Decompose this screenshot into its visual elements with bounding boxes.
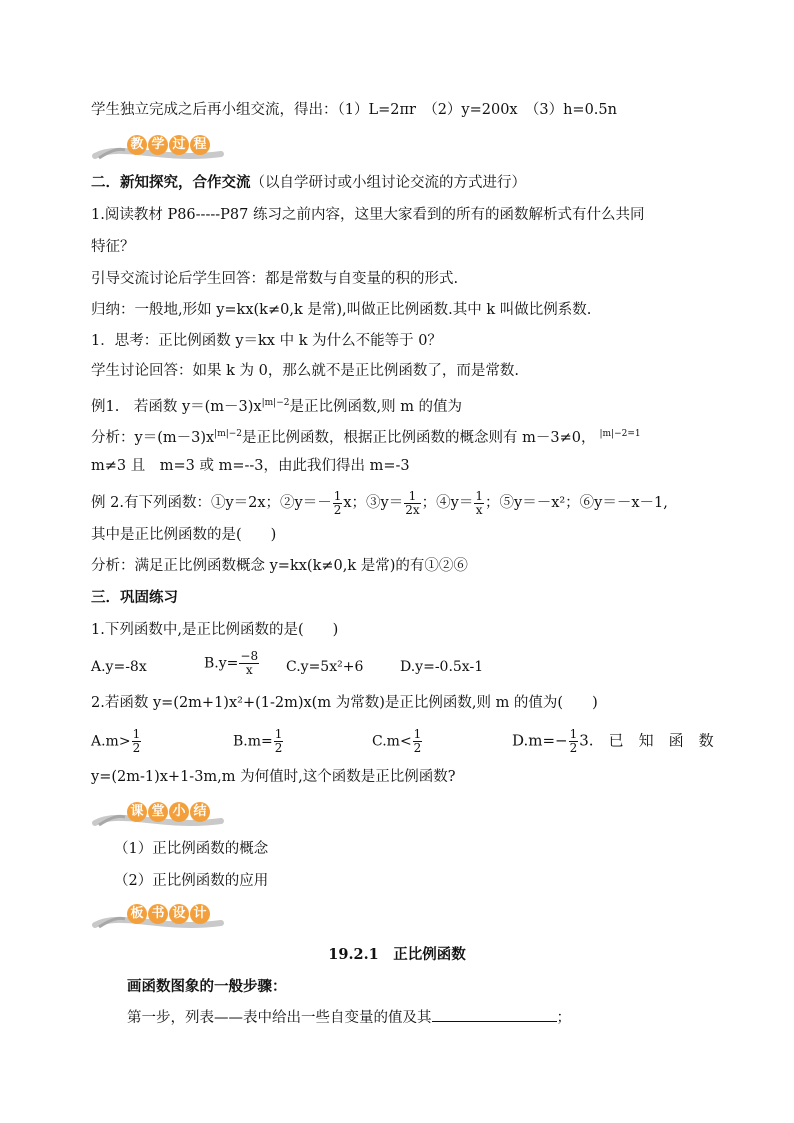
text: B.m=: [233, 733, 273, 750]
fill-in-blank: [432, 1007, 557, 1022]
badge-char: 学: [148, 135, 168, 155]
text: 例1. 若函数 y＝(m－3)x: [91, 398, 262, 415]
question-1: 1.下列函数中,是正比例函数的是( ): [91, 622, 339, 638]
option-c: [372, 728, 423, 755]
option-d: D.y=-0.5x-1: [400, 659, 484, 675]
badge-char: 设: [169, 904, 189, 924]
denominator: 2: [569, 741, 578, 755]
example-2: [91, 488, 668, 518]
question-3: y=(2m-1)x+1-3m,m 为何值时,这个函数是正比例函数?: [91, 769, 456, 785]
text: 是正比例函数，根据正比例函数的概念则有 m－3≠0，: [242, 429, 596, 446]
numerator: 1: [274, 727, 283, 741]
text: 3. 已 知 函 数: [579, 731, 714, 750]
exponent-condition: |m|−2=1: [599, 429, 641, 439]
text: 例 2.有下列函数：①y＝2x；②y＝－: [91, 495, 332, 511]
exponent: |m|−2: [261, 398, 290, 408]
option-b: [204, 650, 260, 677]
option-a: A.y=-8x: [91, 659, 147, 675]
fraction: [274, 728, 284, 755]
text: B.y=: [204, 655, 239, 672]
exponent: |m|−2: [214, 429, 243, 439]
board-step-1: [127, 1007, 571, 1029]
paragraph: m≠3 且 m=3 或 m=--3，由此我们得出 m=-3: [91, 458, 410, 474]
fraction: [474, 490, 484, 517]
fraction: [569, 728, 579, 755]
badge-char: 书: [148, 904, 168, 924]
numerator: 1: [333, 488, 342, 503]
badge-char: 结: [190, 802, 210, 822]
section-badge-teaching-process: [91, 132, 231, 166]
badge-char: 小: [169, 802, 189, 822]
paragraph: 1.阅读教材 P86-----P87 练习之前内容，这里大家看到的所有的函数解析式有什么共同: [91, 207, 645, 223]
numerator: 1: [475, 488, 483, 503]
section-badge-board-design: [91, 901, 231, 935]
denominator: 2: [132, 741, 141, 755]
fraction: [333, 490, 343, 517]
text: 第一步，列表——表中给出一些自变量的值及其: [127, 1010, 432, 1026]
denominator: 2: [413, 741, 422, 755]
numerator: 1: [404, 490, 420, 504]
text: C.m<: [372, 733, 412, 750]
paragraph: 引导交流讨论后学生回答：都是常数与自变量的积的形式.: [91, 271, 459, 287]
fraction: [413, 728, 423, 755]
text: A.m>: [91, 733, 131, 750]
badge-char: 课: [127, 802, 147, 822]
text: ；⑤y＝－x²；⑥y＝－x－1,: [485, 495, 668, 511]
paragraph: 分析：满足正比例函数概念 y=kx(k≠0,k 是常)的有①②⑥: [91, 558, 468, 574]
numerator: 1: [413, 727, 422, 741]
paragraph: 学生独立完成之后再小组交流，得出：（1）L=2πr （2）y=200x （3）h=0.5n: [91, 102, 617, 118]
section-title: 二．新知探究，合作交流: [91, 174, 251, 191]
summary-item: （1）正比例函数的概念: [114, 841, 269, 857]
paragraph: 特征？: [91, 239, 135, 255]
option-c: C.y=5x²+6: [286, 659, 364, 675]
question-2: 2.若函数 y=(2m+1)x²+(1-2m)x(m 为常数)是正比例函数,则 m 的值为( ): [91, 695, 598, 711]
badge-char: 教: [127, 135, 147, 155]
text: D.m=−: [512, 731, 568, 750]
denominator: x: [245, 663, 253, 677]
analysis-1: [91, 423, 641, 449]
numerator: 1: [132, 727, 141, 741]
badge-char: 过: [169, 135, 189, 155]
section-heading: [91, 172, 526, 194]
section-subtitle: （以自学研讨或小组讨论交流的方式进行）: [250, 175, 526, 191]
option-b: [233, 728, 284, 755]
text: ；: [556, 1010, 571, 1026]
section-badge-class-summary: [91, 799, 231, 833]
numerator: 1: [569, 727, 578, 741]
paragraph: 其中是正比例函数的是( ): [91, 527, 277, 543]
denominator: 2x: [405, 502, 420, 517]
denominator: 2: [274, 741, 283, 755]
paragraph: 归纳：一般地,形如 y=kx(k≠0,k 是常),叫做正比例函数.其中 k 叫做比例系数.: [91, 302, 592, 318]
board-subtitle: 画函数图象的一般步骤：: [127, 978, 287, 995]
fraction: [132, 728, 142, 755]
numerator: −8: [240, 649, 259, 663]
section-title: 三．巩固练习: [91, 589, 178, 606]
paragraph: 学生讨论回答：如果 k 为 0，那么就不是正比例函数了，而是常数.: [91, 363, 519, 379]
fraction: [404, 490, 420, 517]
board-title: 19.2.1 正比例函数: [328, 946, 466, 963]
paragraph: 1．思考：正比例函数 y＝kx 中 k 为什么不能等于 0？: [91, 333, 442, 349]
denominator: x: [475, 502, 483, 517]
badge-char: 程: [190, 135, 210, 155]
denominator: 2: [333, 502, 342, 517]
text: x；③y＝: [343, 495, 404, 511]
option-d: [512, 728, 714, 755]
text: ；④y＝: [421, 495, 474, 511]
badge-char: 计: [190, 904, 210, 924]
example-1: [91, 392, 462, 418]
option-a: [91, 728, 142, 755]
text: 分析：y＝(m－3)x: [91, 429, 215, 446]
text: 是正比例函数,则 m 的值为: [289, 398, 463, 415]
badge-char: 堂: [148, 802, 168, 822]
fraction: [239, 650, 259, 677]
badge-char: 板: [127, 904, 147, 924]
summary-item: （2）正比例函数的应用: [114, 873, 269, 889]
